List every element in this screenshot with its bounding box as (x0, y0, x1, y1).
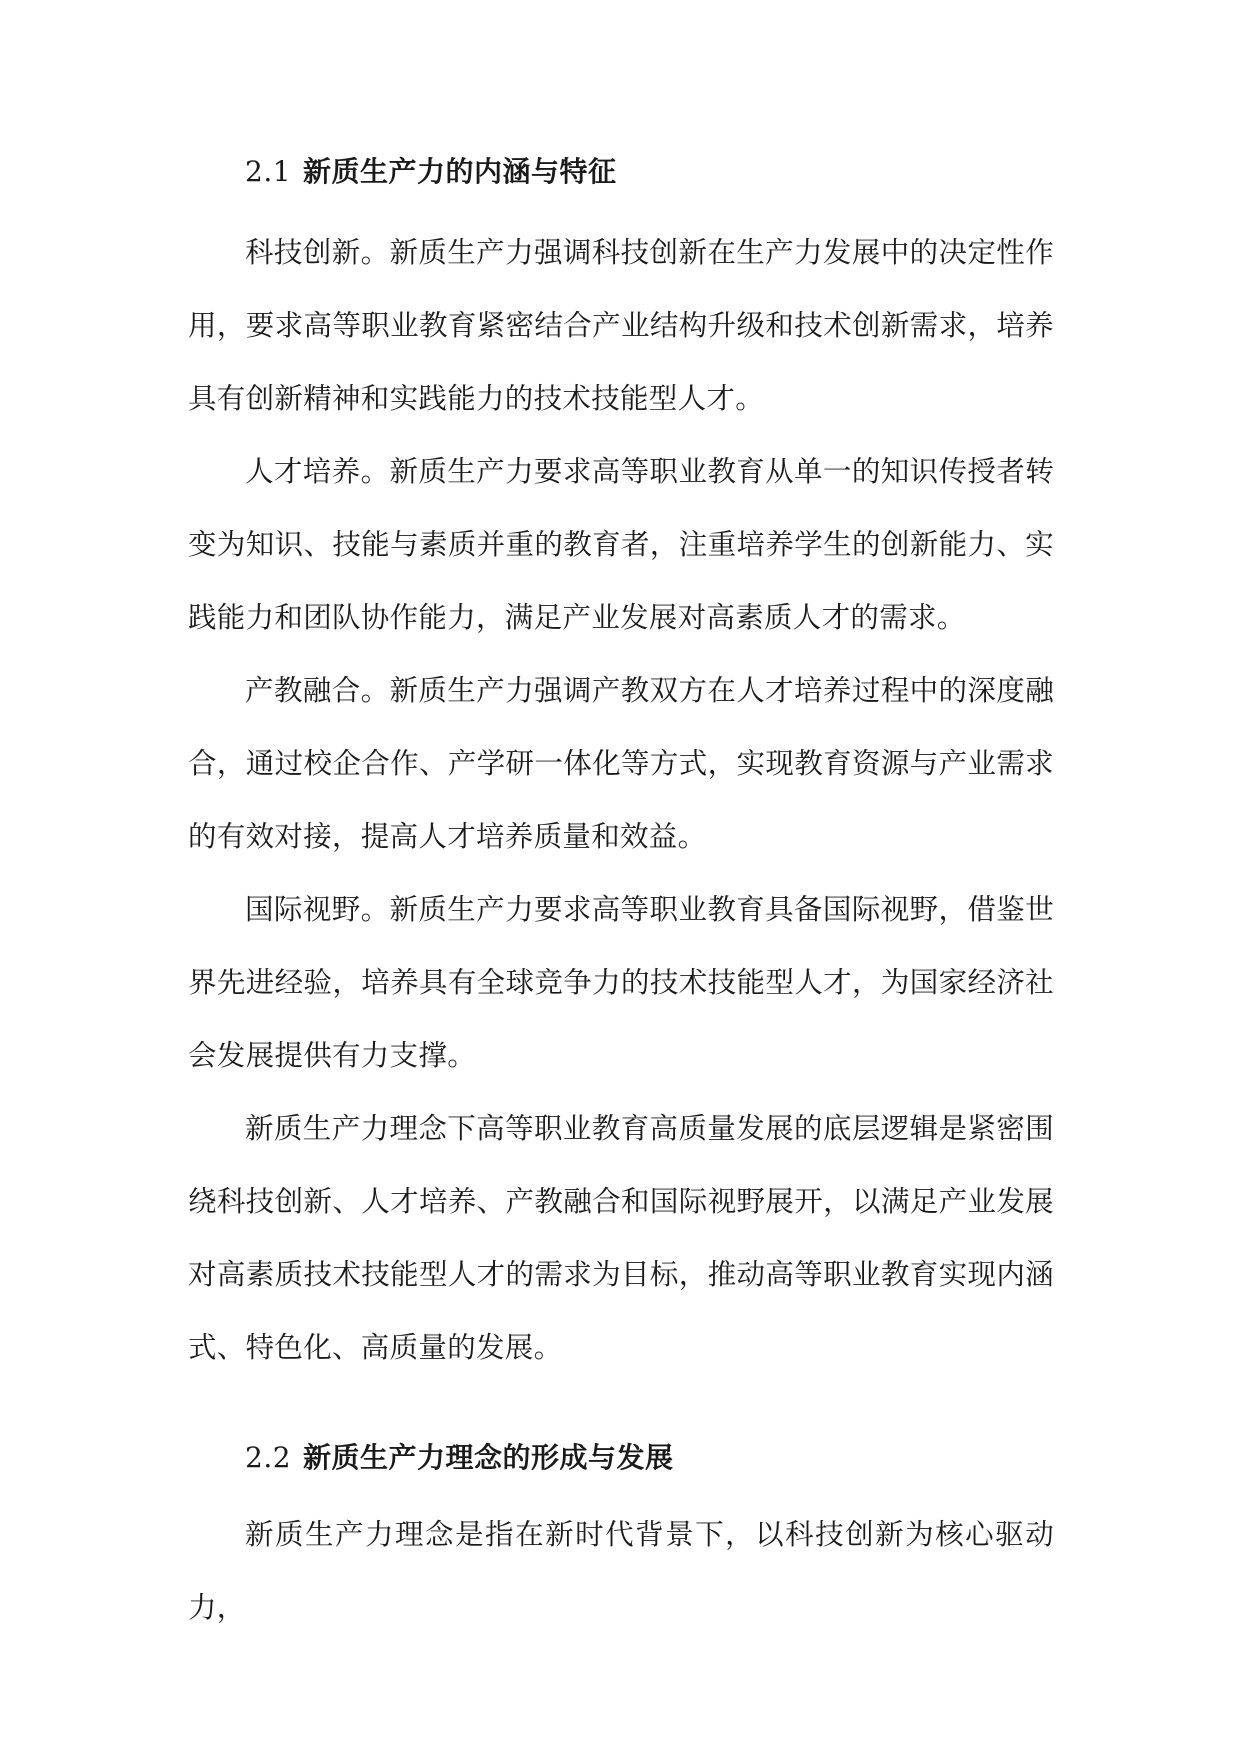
paragraph-international-vision: 国际视野。新质生产力要求高等职业教育具备国际视野，借鉴世界先进经验，培养具有全球竞争力的技术技能型人才，为国家经济社会发展提供有力支撑。 (188, 893, 1054, 1072)
paragraph-tech-innovation: 科技创新。新质生产力强调科技创新在生产力发展中的决定性作用，要求高等职业教育紧密结合产业结构升级和技术创新需求，培养具有创新精神和实践能力的技术技能型人才。 (188, 236, 1054, 415)
section-heading-2-2 (188, 1426, 1054, 1490)
paragraph-talent-cultivation: 人才培养。新质生产力要求高等职业教育从单一的知识传授者转变为知识、技能与素质并重的教育者，注重培养学生的创新能力、实践能力和团队协作能力，满足产业发展对高素质人才的需求。 (188, 455, 1054, 634)
document-body (188, 140, 1054, 1644)
section-title: 新质生产力理念的形成与发展 (303, 1441, 674, 1474)
section-spacer (188, 1384, 1054, 1426)
section-number: 2.1 (245, 155, 292, 188)
section-number: 2.2 (245, 1441, 292, 1474)
section-title: 新质生产力的内涵与特征 (303, 155, 617, 188)
paragraph-underlying-logic: 新质生产力理念下高等职业教育高质量发展的底层逻辑是紧密围绕科技创新、人才培养、产教融合和国际视野展开，以满足产业发展对高素质技术技能型人才的需求为目标，推动高等职业教育实现内涵式、特色化、高质量的发展。 (188, 1112, 1054, 1364)
section-heading-2-1 (188, 140, 1054, 204)
paragraph-concept-definition: 新质生产力理念是指在新时代背景下，以科技创新为核心驱动力， (188, 1518, 1054, 1624)
paragraph-industry-education-integration: 产教融合。新质生产力强调产教双方在人才培养过程中的深度融合，通过校企合作、产学研一体化等方式，实现教育资源与产业需求的有效对接，提高人才培养质量和效益。 (188, 674, 1054, 853)
